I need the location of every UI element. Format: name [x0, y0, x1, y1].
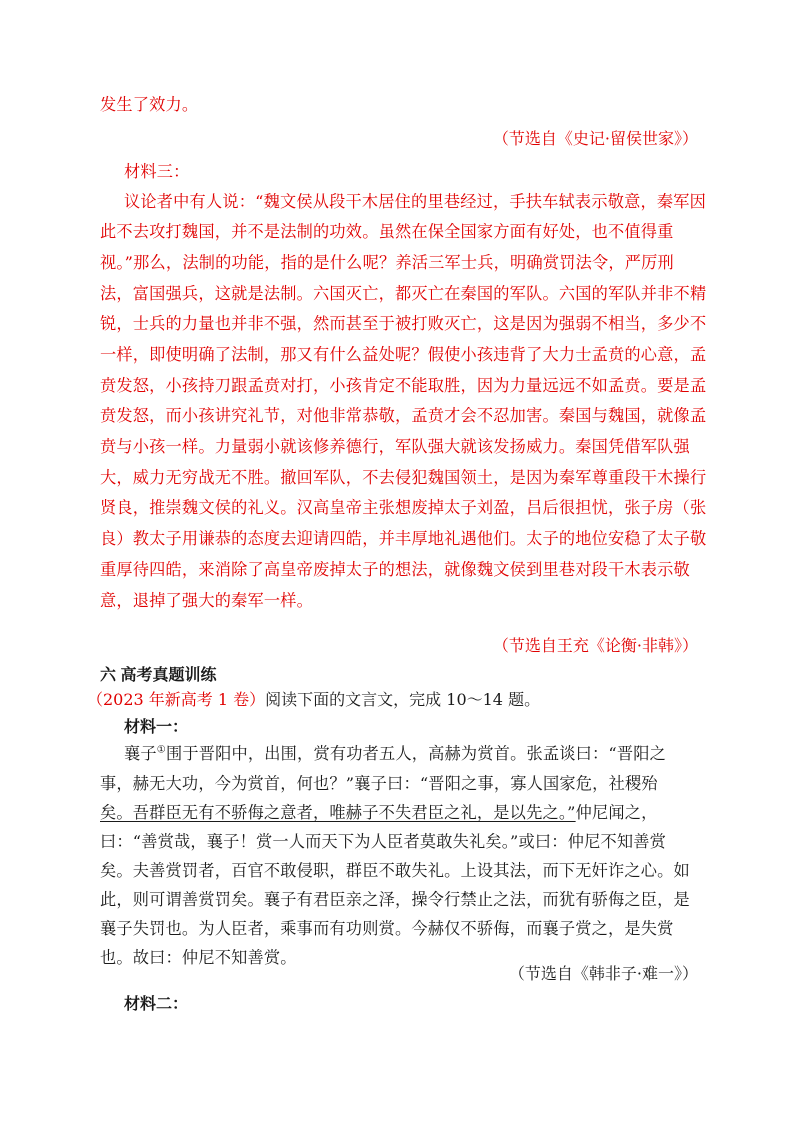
exam-instruction-line	[87, 690, 540, 710]
text-span: 围于晋阳中，出围，赏有功者五人，高赫为赏首。张孟谈曰：“晋阳之	[165, 744, 667, 763]
material1-line: 事，赫无大功，今为赏首，何也？”襄子曰：“晋阳之事，寡人国家危，社稷殆	[100, 774, 658, 793]
material3-line: 一样，即使明确了法制，那又有什么益处呢？假使小孩违背了大力士孟贲的心意，孟	[100, 345, 707, 364]
material3-line: 贤良，推崇魏文侯的礼义。汉高皇帝主张想废掉太子刘盈，吕后很担忧，张子房（张	[100, 498, 707, 517]
material3-line: 贲发怒，小孩持刀跟孟贲对打，小孩肯定不能取胜，因为力量远远不如孟贲。要是孟	[100, 376, 707, 395]
text-span: 仲尼闻之，	[575, 803, 658, 822]
section-title: 六 高考真题训练	[100, 667, 217, 684]
material2-heading: 材料二：	[124, 996, 189, 1013]
material1-line: 襄子失罚也。为人臣者，乘事而有功则赏。今赫仅不骄侮，而襄子赏之，是失赏	[100, 919, 674, 938]
material3-line: 良）教太子用谦恭的态度去迎请四皓，并丰厚地礼遇他们。太子的地位安稳了太子敬	[100, 529, 707, 548]
exam-tag: （2023 年新高考 1 卷）	[87, 690, 266, 709]
material1-line	[124, 744, 666, 764]
material3-line: 此不去攻打魏国，并不是法制的功效。虽然在保全国家方面有好处，也不值得重	[100, 222, 674, 241]
underlined-sentence: 矣。吾群臣无有不骄侮之意者，唯赫子不失君臣之礼，是以先之。”	[100, 803, 576, 822]
material3-line: 法，富国强兵，这就是法制。六国灭亡，都灭亡在秦国的军队。六国的军队并非不精	[100, 284, 707, 303]
material1-heading: 材料一：	[124, 719, 189, 736]
material3-line: 重厚待四皓，来消除了高皇帝废掉太子的想法，就像魏文侯到里巷对段干木表示敬	[100, 560, 690, 579]
material1-line: 也。故曰：仲尼不知善赏。	[100, 948, 297, 967]
material3-line: 议论者中有人说：“魏文侯从段干木居住的里巷经过，手扶车轼表示敬意，秦军因	[124, 192, 707, 211]
material3-line: 大，威力无穷战无不胜。撤回军队，不去侵犯魏国领土，是因为秦军尊重段干木操行	[100, 468, 707, 487]
material3-source: （节选自王充《论衡·非韩》）	[492, 636, 698, 655]
material3-line: 锐，士兵的力量也并非不强，然而甚至于被打败灭亡，这是因为强弱不相当，多少不	[100, 314, 707, 333]
material1-source: （节选自《韩非子·难一》）	[508, 964, 698, 983]
material3-line: 视。”那么，法制的功能，指的是什么呢？养活三军士兵，明确赏罚法令，严厉刑	[100, 253, 674, 272]
material1-line: 曰：“善赏哉，襄子！赏一人而天下为人臣者莫敢失礼矣。”或曰：仲尼不知善赏	[100, 832, 667, 851]
material3-line: 贲与小孩一样。力量弱小就该修养德行，军队强大就该发扬威力。秦国凭借军队强	[100, 437, 690, 456]
material1-line: 此，则可谓善赏罚矣。襄子有君臣亲之泽，操令行禁止之法，而犹有骄侮之臣，是	[100, 890, 690, 909]
material1-line: 矣。夫善赏罚者，百官不敢侵职，群臣不敢失礼。上设其法，而下无奸诈之心。如	[100, 861, 690, 880]
material2-source: （节选自《史记·留侯世家》）	[492, 129, 698, 148]
material1-line	[100, 803, 658, 823]
material2-last-line: 发生了效力。	[100, 95, 199, 114]
material3-heading: 材料三：	[124, 162, 190, 181]
footnote-marker: ①	[156, 744, 166, 756]
exam-instruction: 阅读下面的文言文，完成 10～14 题。	[265, 690, 541, 709]
material3-line: 意，退掉了强大的秦军一样。	[100, 591, 314, 610]
text-span: 襄子	[124, 744, 157, 763]
material3-line: 贲发怒，而小孩讲究礼节，对他非常恭敬，孟贲才会不忍加害。秦国与魏国，就像孟	[100, 406, 707, 425]
